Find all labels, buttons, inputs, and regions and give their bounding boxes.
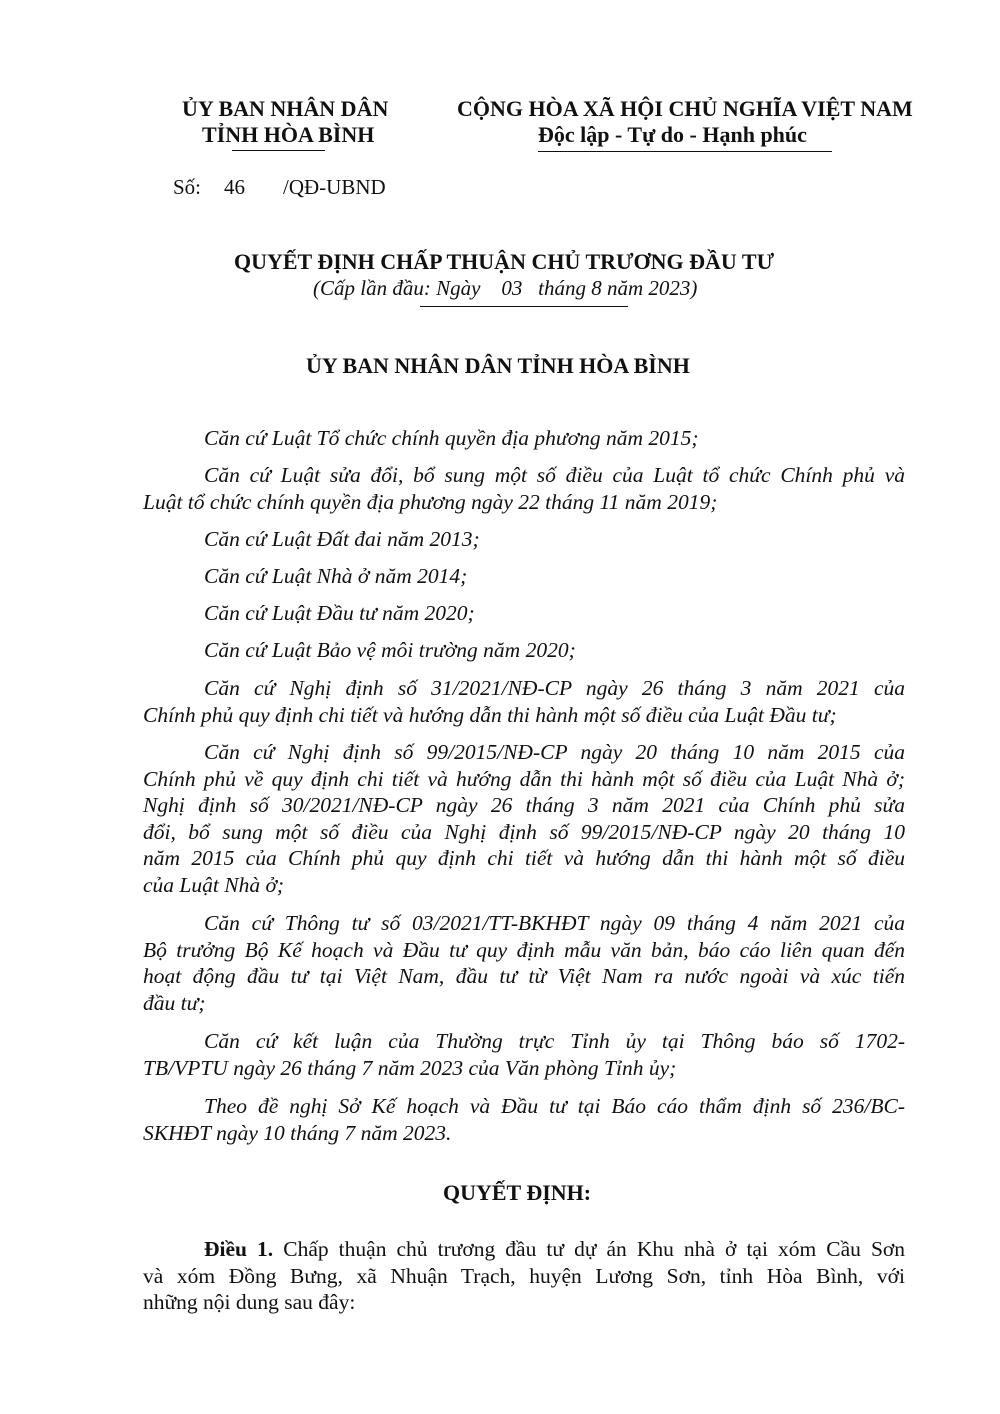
preamble-line: Căn cứ Nghị định số 99/2015/NĐ-CP ngày 20 tháng 10 năm 2015 của [204, 740, 905, 764]
preamble-line: Chính phủ về quy định chi tiết và hướng dẫn thi hành một số điều của Luật Nhà ở; [143, 766, 905, 791]
preamble-line: Căn cứ kết luận của Thường trực Tỉnh ủy tại Thông báo số 1702- [204, 1029, 905, 1053]
doc-number-value: 46 [224, 175, 245, 199]
preamble-item [143, 563, 905, 590]
preamble-line: SKHĐT ngày 10 tháng 7 năm 2023. [143, 1120, 452, 1145]
preamble-item [143, 675, 905, 728]
doc-number-suffix: /QĐ-UBND [283, 175, 386, 199]
preamble-line: Căn cứ Thông tư số 03/2021/TT-BKHĐT ngày 09 tháng 4 năm 2021 của [204, 911, 905, 935]
preamble-item [143, 739, 905, 898]
preamble-line: Căn cứ Luật Đầu tư năm 2020; [204, 601, 475, 625]
preamble-item [143, 526, 905, 553]
decision-heading: QUYẾT ĐỊNH: [443, 1180, 592, 1205]
issuing-agency-line2: TỈNH HÒA BÌNH [202, 122, 375, 147]
article-1-line [143, 1236, 905, 1263]
preamble-line: Luật tổ chức chính quyền địa phương ngày 22 tháng 11 năm 2019; [143, 489, 718, 514]
preamble-line: Chính phủ quy định chi tiết và hướng dẫn thi hành một số điều của Luật Đầu tư; [143, 702, 837, 727]
preamble-item [143, 462, 905, 515]
motto-underline [538, 151, 832, 152]
preamble-line: Căn cứ Luật sửa đổi, bổ sung một số điều của Luật tổ chức Chính phủ và [204, 463, 905, 487]
preamble-item [143, 637, 905, 664]
agency-underline [232, 150, 325, 151]
article-1-text: Chấp thuận chủ trương đầu tư dự án Khu nhà ở tại xóm Cầu Sơn [283, 1237, 906, 1261]
national-motto: Độc lập - Tự do - Hạnh phúc [538, 122, 807, 147]
preamble-line: đầu tư; [143, 990, 206, 1015]
preamble-line: Căn cứ Luật Bảo vệ môi trường năm 2020; [204, 638, 576, 662]
issuer-heading: ỦY BAN NHÂN DÂN TỈNH HÒA BÌNH [306, 353, 690, 378]
preamble-line: Căn cứ Luật Nhà ở năm 2014; [204, 564, 468, 588]
decision-title: QUYẾT ĐỊNH CHẤP THUẬN CHỦ TRƯƠNG ĐẦU TƯ [234, 249, 775, 274]
issuing-agency-line1: ỦY BAN NHÂN DÂN [182, 96, 389, 121]
preamble-line: hoạt động đầu tư tại Việt Nam, đầu tư từ Việt Nam ra nước ngoài và xúc tiến [143, 964, 905, 988]
decision-issue-date: (Cấp lần đầu: Ngày 03 tháng 8 năm 2023) [313, 276, 698, 300]
preamble-item [143, 425, 905, 452]
preamble-item [143, 1093, 905, 1146]
preamble-item [143, 600, 905, 627]
preamble-line: Bộ trưởng Bộ Kế hoạch và Đầu tư quy định mẫu văn bản, báo cáo liên quan đến [143, 937, 905, 962]
preamble-line: của Luật Nhà ở; [143, 872, 285, 897]
preamble-line: Căn cứ Luật Tổ chức chính quyền địa phương năm 2015; [204, 426, 699, 450]
preamble-item [143, 910, 905, 1016]
national-title: CỘNG HÒA XÃ HỘI CHỦ NGHĨA VIỆT NAM [457, 96, 913, 121]
preamble-line: Căn cứ Nghị định số 31/2021/NĐ-CP ngày 26 tháng 3 năm 2021 của [204, 676, 905, 700]
preamble-line: đổi, bổ sung một số điều của Nghị định số 99/2015/NĐ-CP ngày 20 tháng 10 [143, 819, 905, 844]
preamble-line: năm 2015 của Chính phủ quy định chi tiết và hướng dẫn thi hành một số điều [143, 846, 905, 870]
doc-number-label: Số: [173, 175, 202, 199]
preamble-line: Căn cứ Luật Đất đai năm 2013; [204, 527, 480, 551]
article-1 [143, 1236, 905, 1316]
preamble-line: TB/VPTU ngày 26 tháng 7 năm 2023 của Văn phòng Tỉnh ủy; [143, 1055, 677, 1080]
preamble-item [143, 1028, 905, 1081]
preamble-line: Theo đề nghị Sở Kế hoạch và Đầu tư tại Báo cáo thẩm định số 236/BC- [204, 1094, 905, 1118]
title-underline [420, 306, 628, 307]
article-1-line: những nội dung sau đây: [143, 1290, 356, 1314]
preamble-line: Nghị định số 30/2021/NĐ-CP ngày 26 tháng 3 năm 2021 của Chính phủ sửa [143, 793, 905, 817]
article-1-line: và xóm Đồng Bưng, xã Nhuận Trạch, huyện Lương Sơn, tỉnh Hòa Bình, với [143, 1263, 905, 1288]
article-1-label: Điều 1. [204, 1237, 274, 1261]
